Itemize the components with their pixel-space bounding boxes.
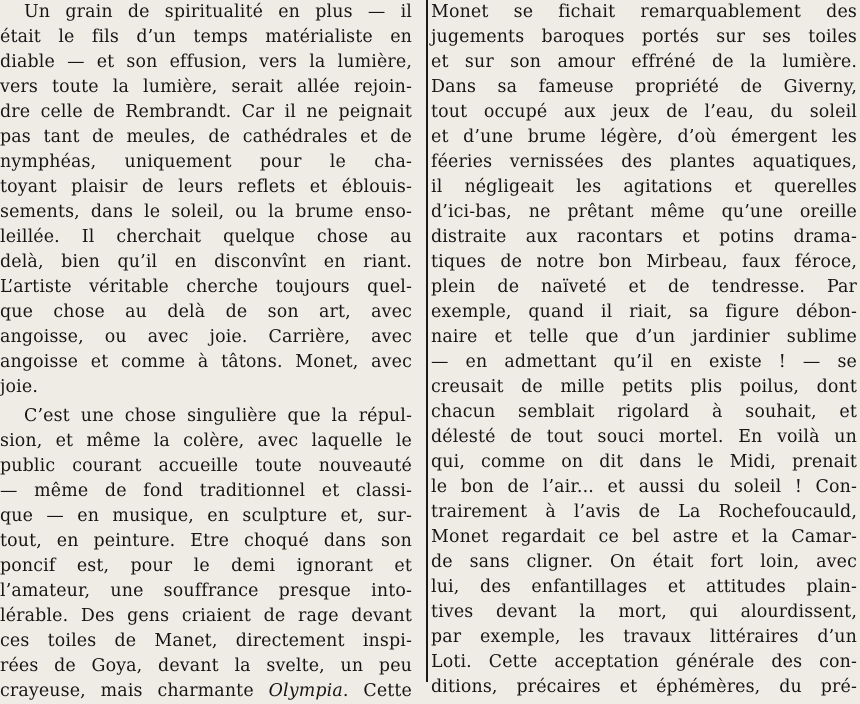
left-column: [0, 0, 420, 701]
italic-title: Olympia: [268, 681, 343, 701]
text-line: leillée. Il cherchait quelque chose au: [0, 227, 412, 247]
text-line: public courant accueille toute nouveauté: [0, 456, 412, 476]
text-line: de sans cligner. On était fort loin, avec: [431, 552, 857, 572]
text-line: toyant plaisir de leurs reflets et éblouis-: [0, 177, 412, 197]
text-line: Loti. Cette acceptation générale des con-: [431, 652, 857, 672]
text-line: diable — et son effusion, vers la lumière,: [0, 52, 412, 72]
text-line: lérable. Des gens criaient de rage devant: [0, 606, 412, 626]
text-line: — même de fond traditionnel et classi-: [0, 481, 412, 501]
text-line: par exemple, les travaux littéraires d’un: [431, 627, 857, 647]
text-line: chacun semblait rigolard à souhait, et: [431, 402, 857, 422]
text-line: tout, en peinture. Etre choqué dans son: [0, 531, 412, 551]
text-line: délesté de tout souci mortel. En voilà un: [431, 427, 857, 447]
text-line: naire et telle que d’un jardinier sublime: [431, 327, 857, 347]
text-line: sements, dans le soleil, ou la brume enso-: [0, 202, 412, 222]
text-line: l’amateur, une souffrance presque into-: [0, 581, 412, 601]
text-line: tout occupé aux jeux de l’eau, du soleil: [431, 102, 857, 122]
text-line: lui, des enfantillages et attitudes plain-: [431, 577, 857, 597]
text-line-with-italic: [0, 679, 412, 704]
text-line: delà, bien qu’il en disconvînt en riant.: [0, 252, 412, 272]
text-line: vers toute la lumière, serait allée rejoin-: [0, 77, 412, 97]
text-line: féeries vernissées des plantes aquatiques,: [431, 152, 857, 172]
text-line: était le fils d’un temps matérialiste en: [0, 27, 412, 47]
text-line: angoisse, ou avec joie. Carrière, avec: [0, 327, 412, 347]
text-line: tiques de notre bon Mirbeau, faux féroce,: [431, 252, 857, 272]
text-line: trairement à l’avis de La Rochefoucauld,: [431, 502, 857, 522]
text-line: ditions, précaires et éphémères, du pré-: [431, 677, 857, 697]
text-line: rées de Goya, devant la svelte, un peu: [0, 656, 412, 676]
text-line: nymphéas, uniquement pour le cha-: [0, 152, 412, 172]
text-line: le bon de l’air... et aussi du soleil ! Con-: [431, 477, 857, 497]
text-line: qui, comme on dit dans le Midi, prenait: [431, 452, 857, 472]
text-fragment: crayeuse, mais charmante: [0, 681, 254, 701]
right-column: [431, 0, 860, 697]
text-line: d’ici-bas, ne prêtant même qu’une oreille: [431, 202, 857, 222]
text-line: que — en musique, en sculpture et, sur-: [0, 506, 412, 526]
text-line: exemple, quand il riait, sa figure débon-: [431, 302, 857, 322]
text-line: creusait de mille petits plis poilus, dont: [431, 377, 857, 397]
text-line: C’est une chose singulière que la répul-: [24, 406, 412, 426]
text-line: dre celle de Rembrandt. Car il ne peignait: [0, 102, 412, 122]
text-line: il négligeait les agitations et querelles: [431, 177, 857, 197]
text-line: distraite aux racontars et potins drama-: [431, 227, 857, 247]
text-line: — en admettant qu’il en existe ! — se: [431, 352, 857, 372]
text-line: Dans sa fameuse propriété de Giverny,: [431, 77, 857, 97]
text-line: plein de naïveté et de tendresse. Par: [431, 277, 857, 297]
column-divider: [426, 0, 428, 682]
text-line: et sur son amour effréné de la lumière.: [431, 52, 857, 72]
text-line: joie.: [0, 377, 38, 397]
text-line: jugements baroques portés sur ses toiles: [431, 27, 857, 47]
text-line: sion, et même la colère, avec laquelle le: [0, 431, 412, 451]
text-line: angoisse et comme à tâtons. Monet, avec: [0, 352, 412, 372]
text-line: L’artiste véritable cherche toujours quel-: [0, 277, 412, 297]
text-fragment: . Cette: [342, 681, 412, 701]
text-line: que chose au delà de son art, avec: [0, 302, 412, 322]
text-line: Un grain de spiritualité en plus — il: [24, 2, 412, 22]
text-line: Monet se fichait remarquablement des: [431, 2, 857, 22]
text-line: Monet regardait ce bel astre et la Camar-: [431, 527, 857, 547]
text-line: pas tant de meules, de cathédrales et de: [0, 127, 412, 147]
text-line: tives devant la mort, qui alourdissent,: [431, 602, 857, 622]
text-line: ces toiles de Manet, directement inspi-: [0, 631, 412, 651]
text-line: et d’une brume légère, d’où émergent les: [431, 127, 857, 147]
text-line: poncif est, pour le demi ignorant et: [0, 556, 412, 576]
